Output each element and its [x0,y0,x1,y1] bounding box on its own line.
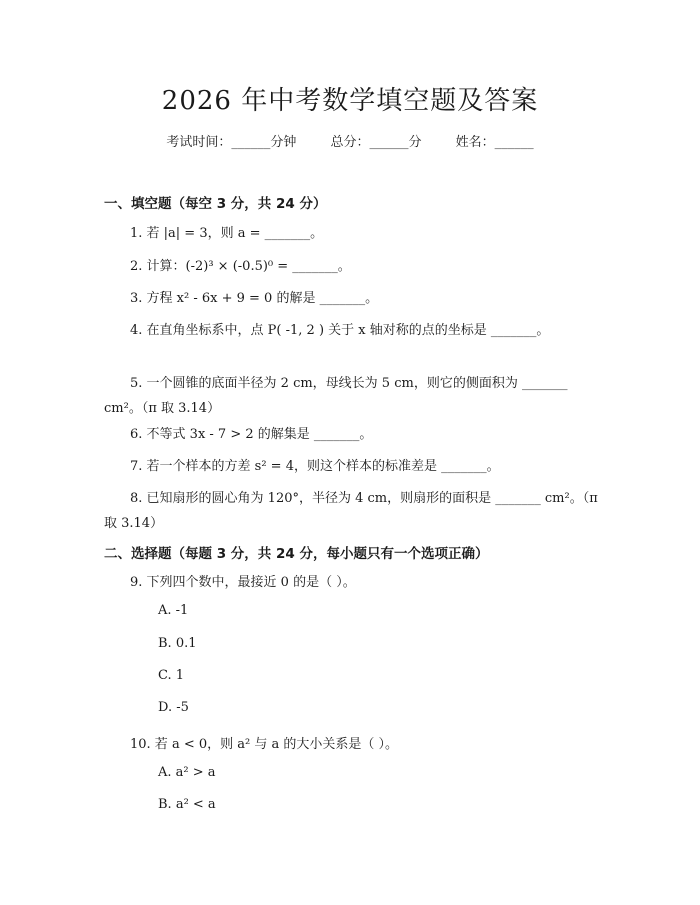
exam-time-field: 考试时间：______分钟 [166,135,297,150]
q9-option-c: C. 1 [158,668,185,683]
section-heading-multiple-choice: 二、选择题（每题 3 分，共 24 分，每小题只有一个选项正确） [104,546,489,562]
question-7: 7. 若一个样本的方差 s² = 4，则这个样本的标准差是 _______。 [130,459,500,474]
question-1: 1. 若 |a| = 3，则 a = _______。 [130,226,324,241]
q9-option-b: B. 0.1 [158,636,197,651]
total-score-field: 总分：______分 [330,135,422,150]
name-field: 姓名：______ [455,135,534,150]
question-4: 4. 在直角坐标系中，点 P( -1, 2 ) 关于 x 轴对称的点的坐标是 _______。 [130,323,550,338]
q10-option-a: A. a² > a [158,765,216,780]
question-10: 10. 若 a < 0，则 a² 与 a 的大小关系是（ ）。 [130,737,398,752]
question-2: 2. 计算：(-2)³ × (-0.5)⁰ = _______。 [130,259,351,274]
question-5: 5. 一个圆锥的底面半径为 2 cm，母线长为 5 cm，则它的侧面积为 _______ cm²。（π 取 3.14） [104,376,568,416]
exam-meta [0,131,700,150]
question-6: 6. 不等式 3x - 7 > 2 的解集是 _______。 [130,427,373,442]
question-3: 3. 方程 x² - 6x + 9 = 0 的解是 _______。 [130,291,379,306]
section-heading-fill-blank: 一、填空题（每空 3 分，共 24 分） [104,196,327,212]
q10-option-b: B. a² < a [158,797,216,812]
question-9: 9. 下列四个数中，最接近 0 的是（ ）。 [130,575,356,590]
page-title: 2026 年中考数学填空题及答案 [161,86,539,116]
q9-option-a: A. -1 [158,603,189,618]
question-8: 8. 已知扇形的圆心角为 120°，半径为 4 cm，则扇形的面积是 _______ cm²。（π 取 3.14） [104,491,598,531]
q9-option-d: D. -5 [158,700,189,715]
